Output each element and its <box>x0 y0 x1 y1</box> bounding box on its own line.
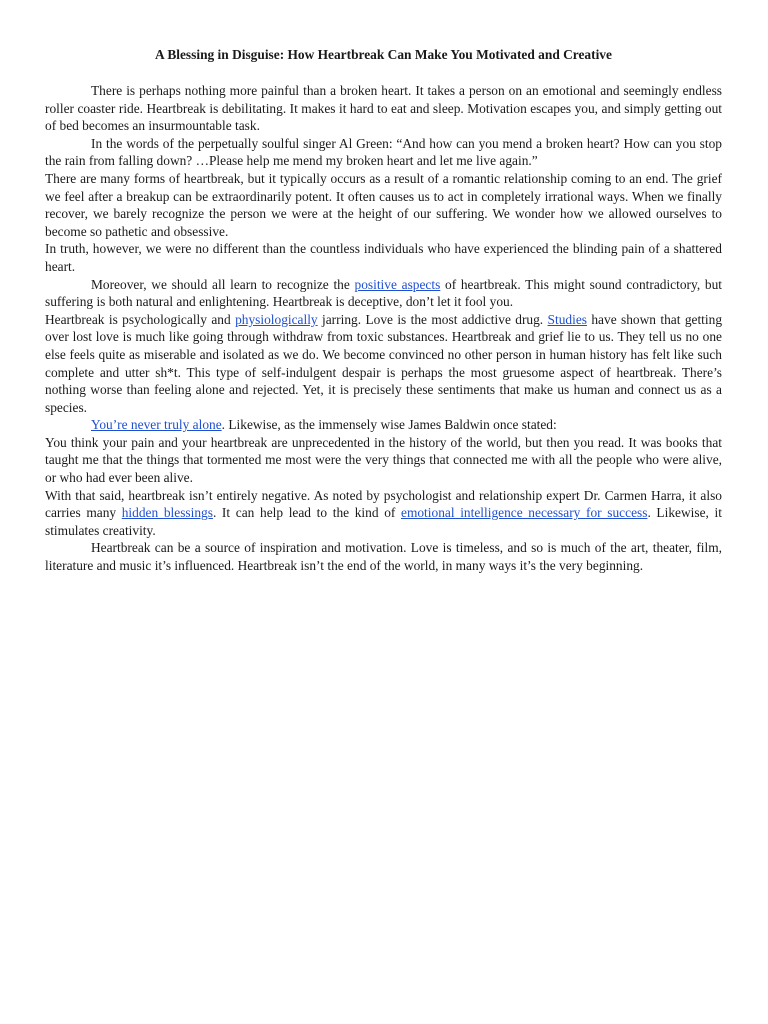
paragraph-text: Moreover, we should all learn to recognize the <box>91 276 355 292</box>
paragraph-text: There is perhaps nothing more painful than a broken heart. It takes a person on an emotional and seemingly endless roller coaster ride. Heartbreak is debilitating. It makes it hard to eat and sleep. Motivation escapes you, and simply getting out of bed becomes an insurmountable task. <box>45 83 722 134</box>
paragraph-text: There are many forms of heartbreak, but it typically occurs as a result of a romantic relationship coming to an end. The grief we feel after a breakup can be extraordinarily potent. It often causes us to act in completely irrational ways. When we finally recover, we barely recognize the person we were at the height of our suffering. We wonder how we allowed ourselves to become so pathetic and obsessive. <box>45 170 722 239</box>
paragraph <box>45 434 722 487</box>
inline-link[interactable]: positive aspects <box>354 276 441 292</box>
paragraph-text: of heartbreak. This might sound contradictory, but suffering is both natural and enlightening. Heartbreak is deceptive, don’t let it fool you. <box>45 276 722 310</box>
paragraph <box>45 311 722 417</box>
paragraph <box>45 276 722 311</box>
paragraph <box>45 487 722 540</box>
paragraph <box>45 240 722 275</box>
inline-link[interactable]: You’re never truly alone <box>91 417 222 433</box>
paragraph <box>45 135 722 170</box>
paragraph-text: . Likewise, it stimulates creativity. <box>45 505 722 538</box>
paragraph <box>45 82 722 135</box>
paragraph-text: jarring. Love is the most addictive drug. <box>317 311 548 327</box>
document-title: A Blessing in Disguise: How Heartbreak Can Make You Motivated and Creative <box>155 47 612 62</box>
paragraph-text: Heartbreak is psychologically and <box>45 311 236 327</box>
paragraph <box>45 539 722 574</box>
paragraph-text: . It can help lead to the kind of <box>212 505 401 521</box>
paragraph-text: With that said, heartbreak isn’t entirely negative. As noted by psychologist and relationship expert Dr. Carmen Harra, it also carries many <box>45 487 722 521</box>
paragraph-text: have shown that getting over lost love is much like going through withdraw from toxic substances. Heartbreak and grief lie to us. They tell us no one else feels quite as miserable and isolated as we do. We become convinced no other person in human history has felt like such complete and utter sh*t. This type of self-indulgent despair is perhaps the most gruesome aspect of heartbreak. There’s nothing worse than feeling alone and rejected. Yet, it is precisely these sentiments that make us human and connect us as a species. <box>45 311 723 415</box>
paragraph-text: Heartbreak can be a source of inspiration and motivation. Love is timeless, and so is much of the art, theater, film, literature and music it’s influenced. Heartbreak isn’t the end of the world, in many ways it’s the very beginning. <box>45 540 722 574</box>
inline-link[interactable]: hidden blessings <box>121 505 213 521</box>
inline-link[interactable]: emotional intelligence necessary for success <box>401 505 648 521</box>
inline-link[interactable]: Studies <box>547 311 587 327</box>
paragraph-text: You think your pain and your heartbreak are unprecedented in the history of the world, but then you read. It was books that taught me that the things that tormented me most were the very things that connected me with all the people who were alive, or who had ever been alive. <box>45 434 722 486</box>
paragraph-text: In truth, however, we were no different than the countless individuals who have experienced the blinding pain of a shattered heart. <box>45 241 722 274</box>
paragraph <box>45 416 722 434</box>
inline-link[interactable]: physiologically <box>235 311 318 327</box>
document-body <box>45 82 722 575</box>
document-page <box>45 0 722 575</box>
paragraph-text: . Likewise, as the immensely wise James Baldwin once stated: <box>221 417 557 433</box>
paragraph <box>45 170 722 240</box>
paragraph-text: In the words of the perpetually soulful singer Al Green: “And how can you mend a broken heart? How can you stop the rain from falling down? …Please help me mend my broken heart and let me live again.” <box>45 135 722 169</box>
